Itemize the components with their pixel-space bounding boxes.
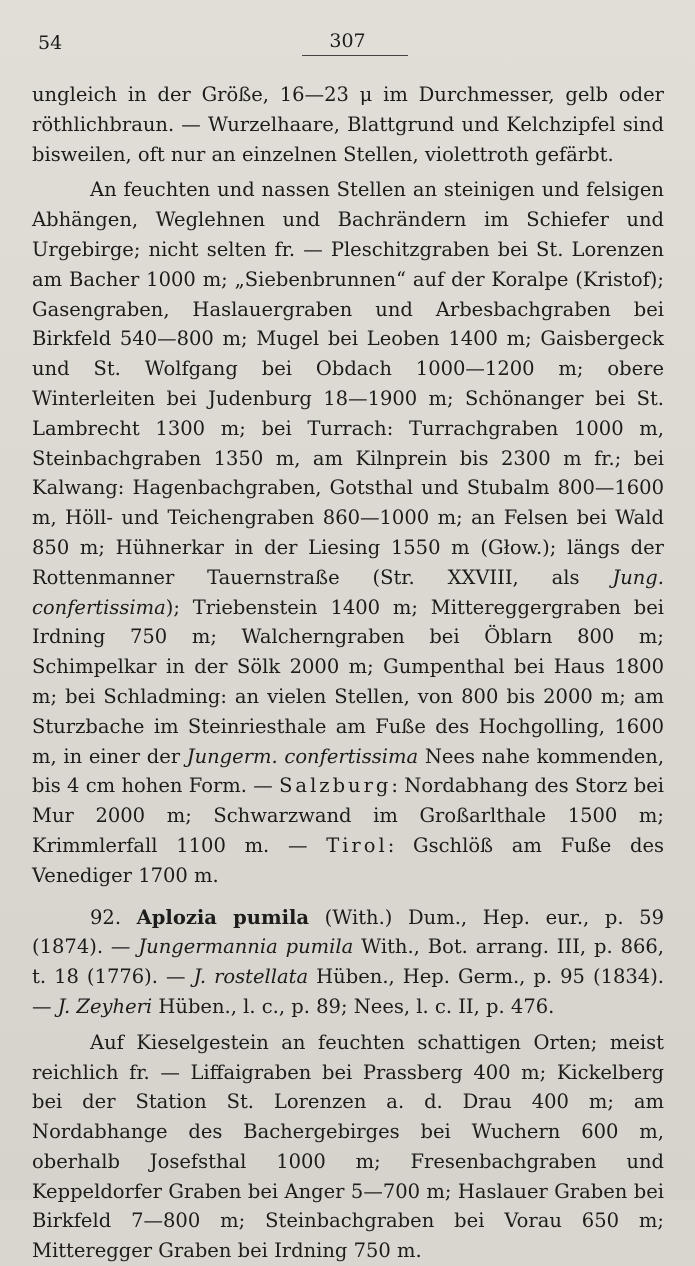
paragraph-localities (32, 175, 664, 890)
species-ref-1: (With.) Dum., Hep. eur., p. 59 (1874). — (32, 905, 664, 959)
species-ref-4: Hüben., l. c., p. 89; Nees, l. c. II, p. 476. (158, 994, 555, 1018)
species-number: 92. (90, 905, 122, 929)
localities-text-2: ); Triebenstein 1400 m; Mittereggergraben bei Irdning 750 m; Walcherngraben bei Öblarn 800 m; Schimpelkar in der Sölk 2000 m; Gumpenthal bei Haus 1800 m; bei Schladming: an vielen Stellen, von 800 bis 2000 m; am Sturzbache im Steinriesthale am Fuße des Hochgolling, 1600 m, in einer der (32, 595, 664, 768)
synonym-2: J. rostellata (193, 965, 309, 989)
paragraph-habitat: Auf Kieselgestein an feuchten schattigen Orten; meist reichlich fr. — Liffaigraben bei Prassberg 400 m; Kickelberg bei der Station St. Lorenzen a. d. Drau 400 m; am Nordabhange des Bachergebirges bei Wuchern 600 m, oberhalb Josefsthal 1000 m; Fresenbachgraben und Keppeldorfer Graben bei Anger 5—700 m; Haslauer Graben bei Birkfeld 7—800 m; Steinbachgraben bei Vorau 650 m; Mitteregger Graben bei Irdning 750 m. (32, 1030, 664, 1263)
species-ref-2: With., Bot. arrang. III, p. 866, t. 18 (1776). — (32, 935, 664, 989)
localities-text-5: : Gschlöß am Fuße des Venediger 1700 m. (32, 833, 665, 887)
species-entry (32, 903, 664, 1022)
signature-number: 54 (38, 32, 63, 54)
localities-text-3: Nees nahe kommenden, bis 4 cm hohen Form. — (32, 744, 665, 798)
species-name: Aplozia pumila (136, 905, 310, 929)
header-rule (302, 55, 408, 56)
synonym-3: J. Zeyheri (57, 994, 153, 1018)
synonym-1: Jungermannia pumila (138, 935, 354, 959)
synonym-italic-1: Jung. confertissima (32, 565, 664, 619)
species-ref-3: Hüben., Hep. Germ., p. 95 (1834). — (32, 965, 665, 1018)
page-number: 307 (329, 30, 366, 52)
paragraph-description: ungleich in der Größe, 16—23 μ im Durchmesser, gelb oder röthlichbraun. — Wurzelhaare, Blattgrund und Kelchzipfel sind bisweilen, oft nur an einzelnen Stellen, violettroth gefärbt. (32, 83, 664, 166)
synonym-italic-2: Jungerm. confertissima (186, 744, 419, 768)
region-tirol: Tirol (326, 833, 388, 857)
page-header (0, 30, 695, 60)
page-body (32, 80, 664, 1266)
region-salzburg: Salzburg (279, 774, 392, 798)
localities-text-1: An feuchten und nassen Stellen an steinigen und felsigen Abhängen, Weglehnen und Bachrändern im Schiefer und Urgebirge; nicht selten fr. — Pleschitzgraben bei St. Lorenzen am Bacher 1000 m; „Siebenbrunnen“ auf der Koralpe (Kristof); Gasengraben, Haslauergraben und Arbesbachgraben bei Birkfeld 540—800 m; Mugel bei Leoben 1400 m; Gaisbergeck und St. Wolfgang bei Obdach 1000—1200 m; obere Winterleiten bei Judenburg 18—1900 m; Schönanger bei St. Lambrecht 1300 m; bei Turrach: Turrachgraben 1000 m, Steinbachgraben 1350 m, am Kilnprein bis 2300 m fr.; bei Kalwang: Hagenbachgraben, Gotsthal und Stubalm 800—1600 m, Höll- und Teichengraben 860—1000 m; an Felsen bei Wald 850 m; Hühnerkar in der Liesing 1550 m (Głow.); längs der Rottenmanner Tauernstraße (Str. XXVIII, als (32, 178, 664, 589)
localities-text-4: : Nordabhang des Storz bei Mur 2000 m; Schwarzwand im Großarlthale 1500 m; Krimmlerfall 1100 m. — (32, 774, 664, 857)
